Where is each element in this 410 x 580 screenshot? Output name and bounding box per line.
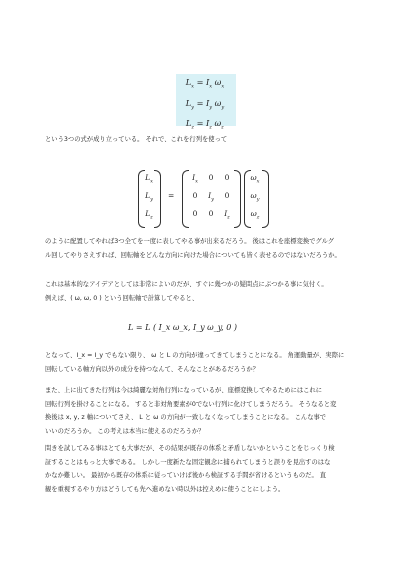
equation-lz: $L_z$ = $I_z$ $\omega_z$ xyxy=(185,118,224,131)
paragraph-5: また、上に出てきた行列は今は綺麗な対角行列になっているが、座標変換してやるためにはこれに 回転行列を掛けることになる。 すると非対角要素が0でない行列に化けてしまうだろう。 そうなると変 換後は x, y, z 軸についてさえ、 L と ω の方向が一致しなくなってしまうことになる。 こんな事で いいのだろうか。 この考えは本当に使えるのだろうか？ xyxy=(45,387,337,435)
equation-set xyxy=(176,74,236,131)
paragraph-6: 問きを試してみる事はとても大事だが、その結果が既存の体系と矛盾しないかということをじっくり検 証することはもっと大事である。 しかし一度新たな固定観念に捕られてしまうと誤りを見出すのはな かなか難しい。 最初から既存の体系に従っていけば後から検証する手間が省けるというものだ。 直 観を重視するやり方はどうしても先へ進めない時以外は控えめに使うことにしよう。 xyxy=(45,445,335,493)
equation-2: L = L ( I_x ω_x, I_y ω_y, 0 ) xyxy=(128,323,237,332)
paragraph-4: となって、I_x = I_y でもない限り、 ω と L の方向が違ってきてしまうことになる。 角運動量が、実際に 回転している軸方向以外の成分を持つなんて、そんなことがあるだろうか？ xyxy=(45,352,345,373)
paragraph-2: のように配置してやれば3つ全てを一度に表してやる事が出来るだろう。 後はこれを座標変換でグルグ ル回してやりさえすれば、回転軸をどんな方向に向けた場合についても皆く表せるのではないだろうか。 xyxy=(45,238,341,259)
equation-lx: $L_x$ = $I_x$ $\omega_x$ xyxy=(185,77,225,90)
equation-ly: $L_y$ = $I_y$ $\omega_y$ xyxy=(185,97,225,111)
paragraph-3: これは基本的なアイデアとしては非常によいのだが、すぐに幾つかの疑問点にぶつかる事に気付く。 例えば、( ω, ω, 0 ) という回転軸で計算してやると、 xyxy=(45,281,328,302)
intro-text: という3つの式が成り立っている。 それで、これを行列を使って xyxy=(45,136,228,143)
matrix-equation: $L_x$ $L_y$ $L_z$ = $I_x$ 0 0 0 $I_y$ 0 0 0 $I_z$ $\omega_x$ $\omega_y$ $\omega_z$ xyxy=(138,170,278,226)
